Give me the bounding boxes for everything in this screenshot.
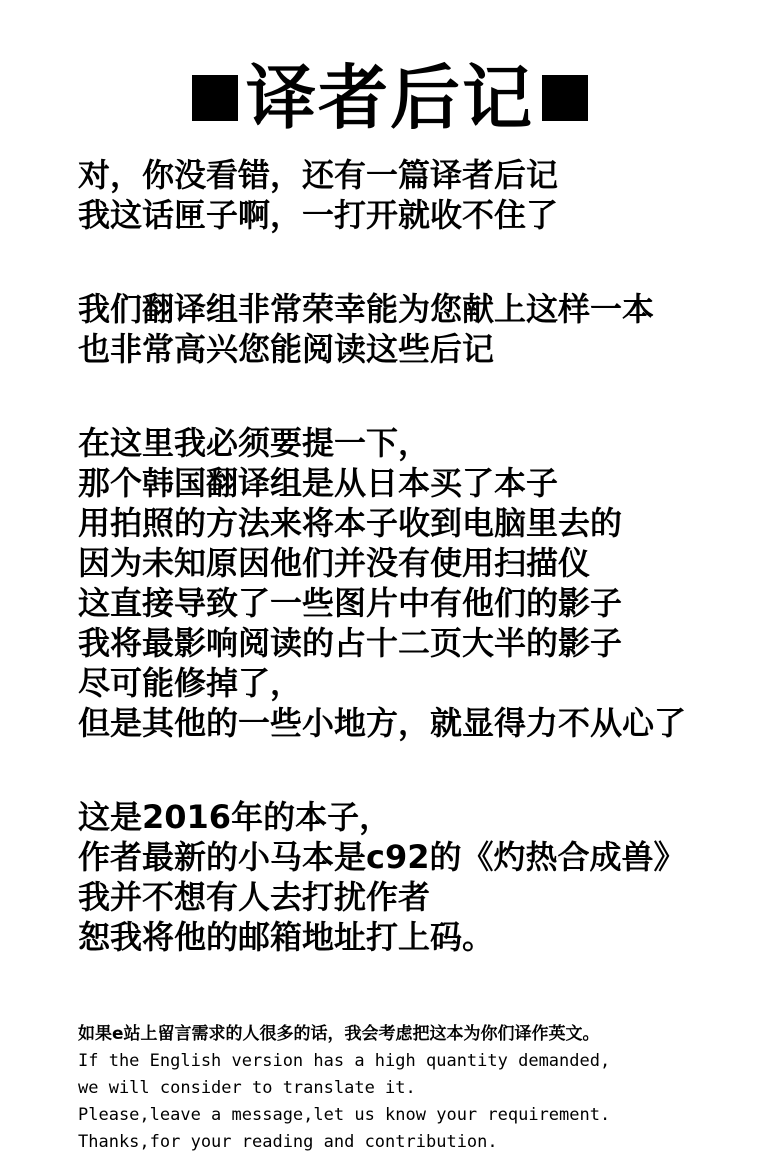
black-square-left-icon xyxy=(192,75,238,121)
page-title: 译者后记 xyxy=(246,57,534,139)
english-note-line: Please,leave a message,let us know your requirement. xyxy=(78,1105,611,1125)
paragraph xyxy=(78,797,778,957)
text-line: 我将最影响阅读的占十二页大半的影子 xyxy=(78,624,623,662)
text-line: 用拍照的方法来将本子收到电脑里去的 xyxy=(78,504,623,542)
text-line: 这是2016年的本子， xyxy=(78,798,392,836)
text-line: 也非常高兴您能阅读这些后记 xyxy=(78,330,495,368)
text-line: 作者最新的小马本是c92的《灼热合成兽》 xyxy=(78,838,686,876)
translation-note xyxy=(78,1020,778,1156)
text-line: 尽可能修掉了， xyxy=(78,664,303,702)
english-note-line: we will consider to translate it. xyxy=(78,1078,416,1098)
afterword-body xyxy=(78,155,778,1011)
text-line: 我这话匣子啊，一打开就收不住了 xyxy=(78,196,559,234)
paragraph xyxy=(78,423,778,743)
text-line: 因为未知原因他们并没有使用扫描仪 xyxy=(78,544,591,582)
text-line: 我并不想有人去打扰作者 xyxy=(78,878,431,916)
text-line: 我们翻译组非常荣幸能为您献上这样一本 xyxy=(78,290,655,328)
text-line: 恕我将他的邮箱地址打上码。 xyxy=(78,918,495,956)
black-square-right-icon xyxy=(542,75,588,121)
paragraph xyxy=(78,289,778,369)
title-row xyxy=(0,58,780,138)
chinese-note-line: 如果e站上留言需求的人很多的话，我会考虑把这本为你们译作英文。 xyxy=(78,1024,600,1044)
english-note-line: Thanks,for your reading and contribution. xyxy=(78,1132,498,1152)
text-line: 这直接导致了一些图片中有他们的影子 xyxy=(78,584,623,622)
text-line: 那个韩国翻译组是从日本买了本子 xyxy=(78,464,559,502)
english-note-line: If the English version has a high quantity demanded, xyxy=(78,1051,611,1071)
paragraph xyxy=(78,155,778,235)
text-line: 在这里我必须要提一下， xyxy=(78,424,431,462)
text-line: 对，你没看错，还有一篇译者后记 xyxy=(78,156,559,194)
text-line: 但是其他的一些小地方，就显得力不从心了 xyxy=(78,704,687,742)
